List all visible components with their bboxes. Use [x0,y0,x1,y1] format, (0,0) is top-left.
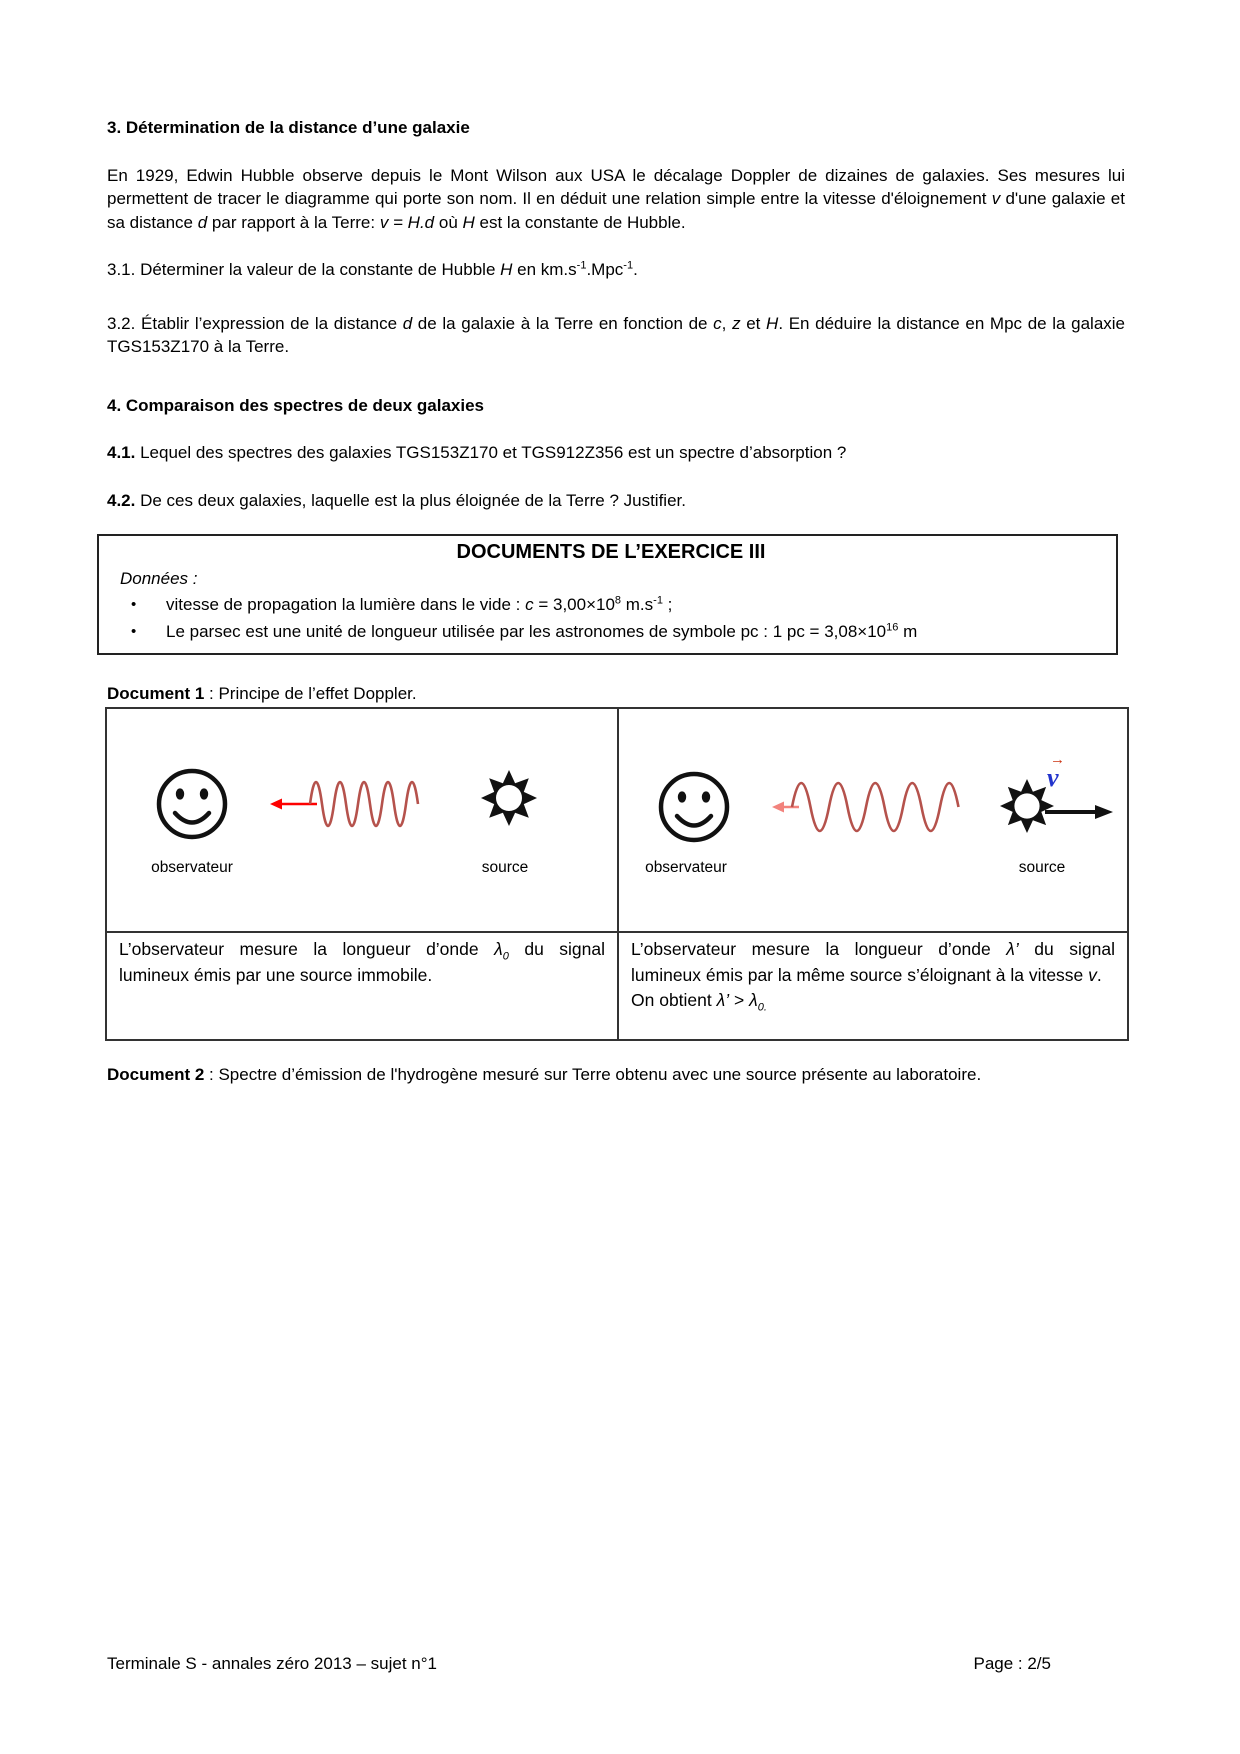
section3-intro-paragraph [107,164,1125,235]
var-d: d [402,313,413,333]
doppler-illustration-static [107,709,615,931]
question-text: en km.s [512,260,577,279]
question-text: 3.2. Établir l’expression de la distance [107,313,403,333]
question-text: , [721,313,733,333]
exponent: 8 [614,593,622,606]
doppler-figure-table [105,707,1129,1041]
footer-document-title: Terminale S - annales zéro 2013 – sujet n°1 [107,1654,437,1673]
bullet-text [166,591,672,619]
var-v: v [1088,964,1097,985]
exponent: -1 [653,593,663,606]
question-text: . En déduire la distance en Mpc de la galaxie TGS153Z170 à la Terre. [107,313,1126,356]
question-text: et [740,313,767,333]
doppler-panel-source-receding [617,709,1127,931]
wave-short-wavelength [310,782,418,826]
source-label: source [481,859,529,876]
document2-label: Document 2 [107,1065,205,1084]
var-d: d [197,212,208,232]
velocity-arrow-icon [1045,805,1113,819]
question-3-1 [107,258,1125,282]
observer-label: observateur [151,859,233,876]
smiley-observer-icon [661,774,727,840]
question-text: De ces deux galaxies, laquelle est la plus éloignée de la Terre ? Justifier. [135,490,686,510]
doppler-text-source-at-rest [107,931,617,1039]
bullet-fragment: ; [662,594,673,614]
page-content [107,0,1125,1087]
exponent: -1 [623,259,634,272]
intro-text: d'une galaxie et sa distance [107,189,1125,232]
caption-text: : Spectre d’émission de l'hydrogène mesuré sur Terre obtenu avec une source présente au laboratoire. [204,1065,982,1084]
cell-text: du signal lumineux émis par la même source s’éloignant à la vitesse [631,939,1115,985]
cell-text: du signal lumineux émis par une source immobile. [119,939,606,985]
question-text: Lequel des spectres des galaxies TGS153Z170 et TGS912Z356 est un spectre d’absorption ? [135,443,847,462]
footer-page-number: Page : 2/5 [973,1654,1051,1673]
var-H: H [500,260,513,279]
documents-box [97,534,1118,655]
intro-text: par rapport à la Terre: [207,212,380,232]
cell-paragraph-conclusion [631,988,1115,1014]
question-text: 3.1. Déterminer la valeur de la constante de Hubble [107,260,501,279]
exponent: 16 [886,621,899,634]
section4-heading: 4. Comparaison des spectres de deux galaxies [107,395,484,415]
sun-source-icon [1000,779,1054,833]
bullet-text [166,618,917,646]
cell-paragraph [119,937,605,988]
lambda-prime-symbol: λ’ [1006,939,1019,959]
bullet-fragment: m [898,622,918,641]
question-text: . [633,260,638,279]
lambda-zero-symbol: λ [494,939,503,959]
var-c: c [713,313,722,333]
question-text: .Mpc [586,260,624,279]
cell-text: . [1096,964,1102,985]
question-number: 4.2. [107,490,136,510]
velocity-vector-label [1047,752,1065,792]
question-number: 4.1. [107,443,136,462]
lambda-subscript: 0. [757,1001,767,1014]
bullet-icon: • [131,623,137,640]
cell-text: > [729,990,750,1010]
document1-label: Document 1 [107,683,205,703]
bullet-fragment: = 3,00×10 [533,594,615,614]
sun-source-icon [481,770,537,826]
question-4-2 [107,489,1125,513]
document1-caption [107,682,1125,706]
var-v: v [1047,763,1059,792]
vector-arrow-icon: → [1050,752,1065,768]
wave-long-wavelength [792,783,959,831]
var-z: z [732,313,741,333]
lambda-subscript: 0 [502,950,509,963]
document2-caption [107,1063,1125,1087]
intro-text: est la constante de Hubble. [474,212,686,232]
lambda-prime-symbol: λ’ [716,990,730,1010]
var-v: v [991,189,1001,208]
documents-box-title: DOCUMENTS DE L’EXERCICE III [456,541,766,563]
bullet-fragment: vitesse de propagation la lumière dans le vide : [166,594,526,614]
left-arrow-icon [772,802,799,813]
var-H: H [766,313,779,333]
smiley-observer-icon [159,771,225,837]
doppler-text-source-receding [617,931,1127,1039]
question-3-2 [107,312,1125,359]
doppler-illustration-receding [619,709,1127,931]
bullet-icon: • [131,595,137,613]
hubble-equation: v = H.d [379,212,435,232]
exponent: -1 [576,259,587,272]
caption-text: : Principe de l’effet Doppler. [204,683,417,703]
bullet-fragment: Le parsec est une unité de longueur utilisée par les astronomes de symbole pc : 1 pc = 3,08×10 [166,622,887,641]
doppler-panel-source-at-rest [107,709,617,931]
intro-text: où [434,212,463,232]
data-bullet-parsec [120,618,1102,646]
var-c: c [525,594,534,614]
cell-text: L’observateur mesure la longueur d’onde [631,939,1007,959]
bullet-fragment: m.s [621,594,654,614]
cell-paragraph [631,937,1115,988]
cell-text: L’observateur mesure la longueur d’onde [119,939,495,959]
intro-text: En 1929, Edwin Hubble observe depuis le Mont Wilson aux USA le décalage Doppler de dizaines de galaxies. Ses mesures lui permettent de tracer le diagramme qui porte son nom. Il en déduit une relation simple entre la vitesse d'éloignement [107,165,1125,208]
source-label: source [1018,859,1066,876]
cell-text: On obtient [631,990,717,1010]
question-text: de la galaxie à la Terre en fonction de [412,313,714,333]
lambda-zero-symbol: λ [749,990,758,1010]
data-bullet-speed-of-light [120,591,1102,619]
var-H: H [462,212,475,232]
section3-heading: 3. Détermination de la distance d’une galaxie [107,118,470,137]
donnees-label: Données : [120,569,198,588]
question-4-1 [107,441,1125,465]
observer-label: observateur [645,859,727,876]
